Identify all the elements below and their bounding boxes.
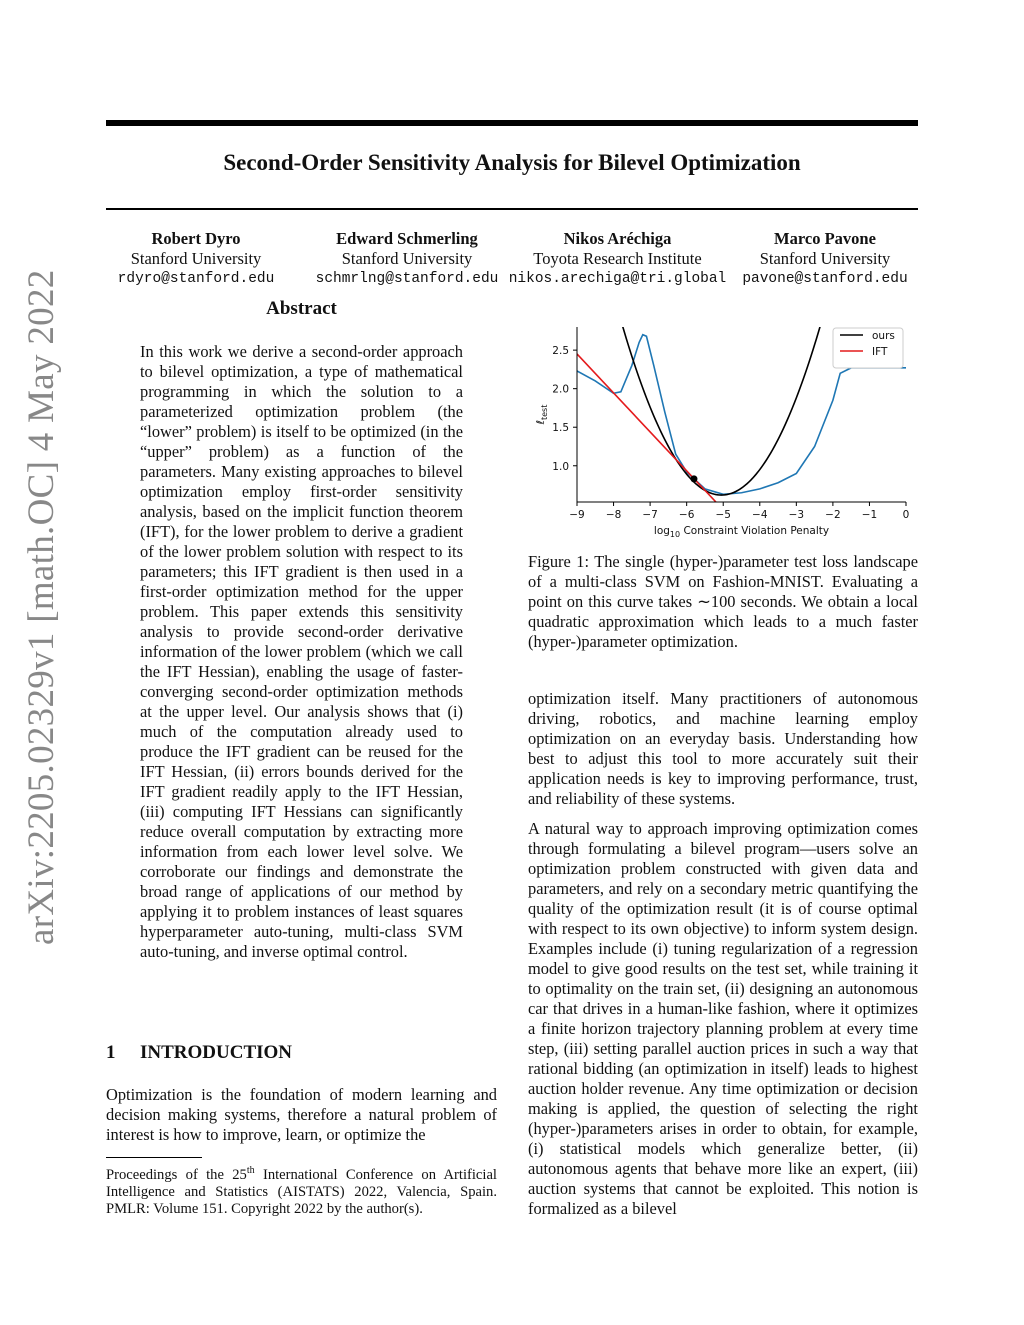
intro-right-p1: [528, 689, 918, 809]
figure-caption: [528, 552, 918, 652]
paragraph: Optimization is the foundation of modern learning and decision making systems, therefore a natural problem of interest is how to improve, learn, or optimize the: [106, 1085, 497, 1144]
arxiv-sidebar-stamp: arXiv:2205.02329v1 [math.OC] 4 May 2022: [21, 269, 62, 945]
author-affiliation: Stanford University: [759, 249, 891, 268]
x-tick-label: −5: [715, 509, 731, 521]
paper-title: Second-Order Sensitivity Analysis for Bilevel Optimization: [223, 150, 801, 175]
author-3: [505, 229, 730, 289]
abstract-paragraph: In this work we derive a second-order approach to bilevel optimization, a type of mathematical programming in which the solution to a parameterized optimization problem (the “lower” problem) is itself to be optimized (in the “upper” problem) as a function of the parameters. Many existing approaches to bilevel optimization employ first-order sensitivity analysis, based on the implicit function theorem (IFT), for the lower problem to derive a gradient of the lower problem solution with respect to its parameters; this IFT gradient is then used in a first-order optimization method for the upper problem. This paper extends this sensitivity analysis to provide second-order derivative information of the lower problem (which we call the IFT Hessian), enabling the usage of faster-converging second-order optimization methods at the upper level. Our analysis shows that (i) much of the computation already used to produce the IFT gradient can be reused for the IFT Hessian, (ii) errors bounds derived for the IFT gradient readily apply to the IFT Hessian, (iii) computing IFT Hessians can significantly reduce overall computation by extracting more information from each lower level solve. We corroborate our findings and demonstrate the broad range of applications of our method by applying it to problem instances of least squares hyperparameter auto-tuning, multi-class SVM auto-tuning, and inverse optimal control.: [140, 342, 463, 961]
author-4: [735, 229, 915, 289]
legend-label: ours: [872, 330, 895, 342]
y-tick-label: 2.5: [552, 345, 569, 358]
top-rule: [106, 120, 918, 126]
x-label-main: log: [653, 525, 670, 537]
paragraph: A natural way to approach improving optimization comes through formulating a bilevel program—users solve an optimization problem constructed with given data and parameters, and rely on a secondary metric quantifying the quality of the optimization result (it is of course optimal with respect to its own objective) to inform system design. Examples include (i) tuning regularization of a regression model to give good results on the test set, while training it to optimality on the train set, (ii) designing an autonomous car that drives in a human-like fashion, where it optimizes a finite horizon trajectory planning problem at every time step, (iii) setting parallel auction prices in such a way that rational bidding (an optimization in itself) leads to highest auction holder revenue. Any time optimization or decision making is applied, the question of selecting the right (hyper-)parameters arises in order to obtain, for example, (i) statistical models which generalize better, (ii) autonomous agents that behave more like an expert, (iii) auction systems that cannot be exploited. This notion is formalized as a bilevel: [528, 819, 918, 1218]
caption-text: Figure 1: The single (hyper-)parameter test loss landscape of a multi-class SVM on Fashion-MNIST. Evaluating a point on this curve takes ∼100 seconds. We obtain a local quadratic approximation which leads to a much faster (hyper-)parameter optimization.: [528, 552, 918, 651]
author-affiliation: Toyota Research Institute: [533, 249, 702, 268]
y-label-main: ℓ: [535, 420, 547, 425]
paragraph: optimization itself. Many practitioners of autonomous driving, robotics, and machine learning employ optimization on an everyday basis. Understanding how best to adjust this tool to more accurately suit their application needs is key to improving performance, trust, and reliability of these systems.: [528, 689, 918, 808]
x-tick-label: −7: [642, 509, 658, 521]
author-email[interactable]: pavone@stanford.edu: [742, 271, 908, 287]
y-tick-label: 1.0: [552, 460, 569, 473]
x-label-sub: 10: [669, 530, 681, 539]
y-axis-label: [535, 405, 549, 426]
y-label-sub: test: [540, 404, 549, 421]
x-label-rest: Constraint Violation Penalty: [680, 525, 830, 537]
x-tick-label: −9: [569, 509, 585, 521]
x-tick-label: −8: [605, 509, 622, 521]
author-email[interactable]: nikos.arechiga@tri.global: [508, 271, 727, 287]
author-email[interactable]: schmrlng@stanford.edu: [315, 271, 499, 287]
section-number: 1: [106, 1042, 116, 1063]
section-title: INTRODUCTION: [140, 1042, 293, 1063]
intro-right-p2: [528, 819, 918, 1219]
intro-left-text: [106, 1085, 497, 1145]
abstract-heading: Abstract: [266, 298, 337, 319]
author-1: [106, 229, 286, 289]
legend-label: IFT: [872, 346, 888, 358]
evaluation-point: [690, 475, 697, 482]
author-affiliation: Stanford University: [341, 249, 473, 268]
author-email[interactable]: rdyro@stanford.edu: [117, 271, 275, 287]
author-name: Marco Pavone: [774, 229, 876, 248]
footnote: [106, 1162, 497, 1218]
title-rule: [106, 208, 918, 210]
footnote-post: International Conference on Artificial Intelligence and Statistics (AISTATS) 2022, Valencia, Spain. PMLR: Volume 151. Copyright 2022 by the author(s).: [106, 1166, 497, 1217]
footnote-pre: Proceedings of the 25: [106, 1166, 247, 1183]
x-tick-label: −4: [752, 509, 768, 521]
x-tick-label: −2: [825, 509, 841, 521]
abstract-text: [140, 342, 463, 962]
section-heading: [106, 1042, 292, 1064]
author-affiliation: Stanford University: [130, 249, 262, 268]
x-tick-label: −1: [861, 509, 878, 521]
x-tick-label: 0: [902, 509, 910, 521]
author-name: Edward Schmerling: [336, 229, 478, 248]
y-tick-label: 2.0: [552, 383, 569, 396]
author-2: [307, 229, 507, 289]
footnote-sup: th: [246, 1165, 255, 1176]
x-tick-label: −3: [788, 509, 805, 521]
y-tick-label: 1.5: [552, 422, 569, 435]
footnote-rule: [106, 1157, 202, 1158]
author-name: Nikos Aréchiga: [563, 229, 672, 248]
author-name: Robert Dyro: [151, 229, 241, 248]
x-tick-label: −6: [678, 509, 695, 521]
figure-1-chart: [530, 320, 920, 545]
legend: [833, 328, 903, 368]
x-axis-label: [654, 525, 829, 539]
